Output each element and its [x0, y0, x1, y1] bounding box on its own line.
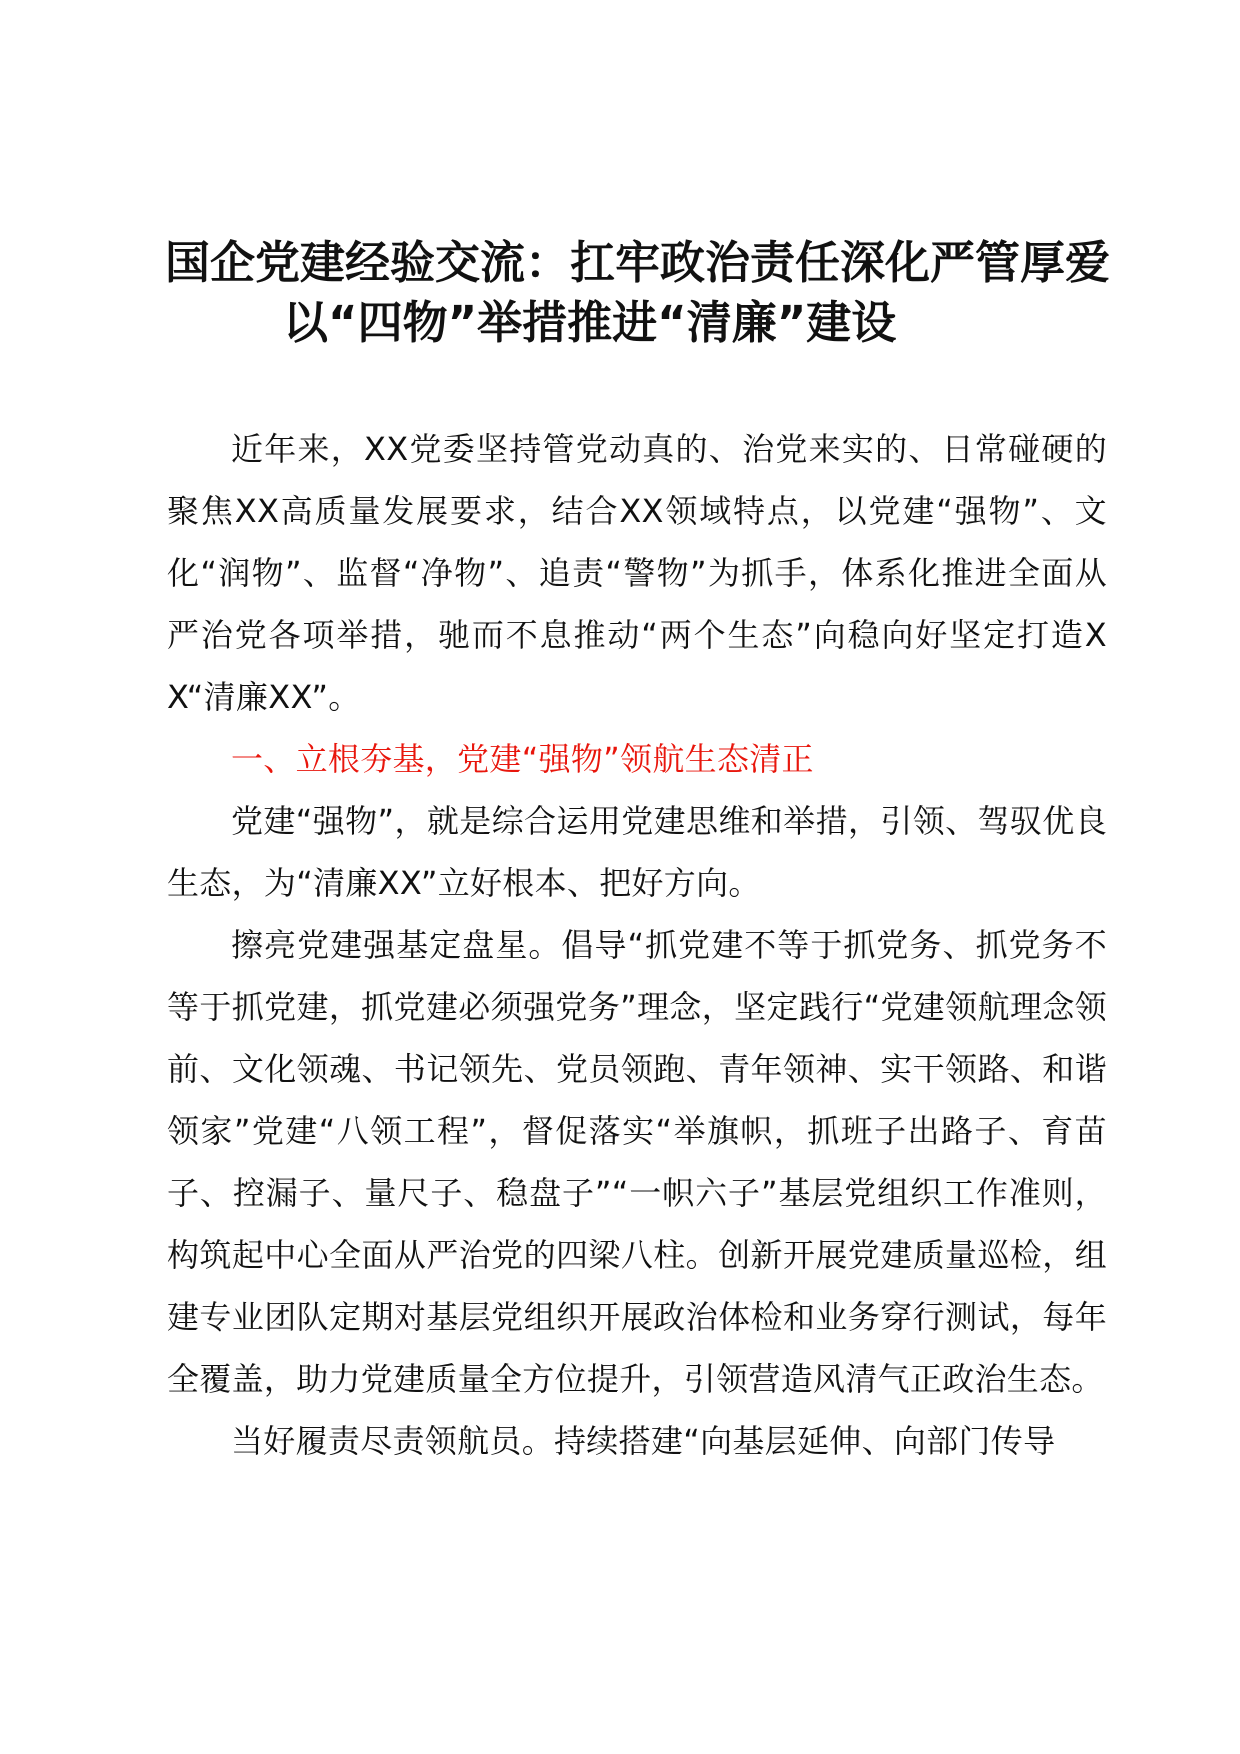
body-paragraph-3: 当好履责尽责领航员。持续搭建“向基层延伸、向部门传导: [231, 1422, 1056, 1460]
document-title-line-2: 以“四物”举措推进“清廉”建设: [283, 296, 897, 349]
document-body: [167, 418, 1107, 1472]
section-heading-1: 一、立根夯基，党建“强物”领航生态清正: [231, 740, 814, 778]
intro-paragraph: 近年来，XX党委坚持管党动真的、治党来实的、日常碰硬的聚焦XX高质量发展要求，结合XX领域特点，以党建“强物”、文化“润物”、监督“净物”、追责“警物”为抓手，体系化推进全面从严治党各项举措，驰而不息推动“两个生态”向稳向好坚定打造XX“清廉XX”。: [167, 430, 1107, 716]
body-paragraph-2: 擦亮党建强基定盘星。倡导“抓党建不等于抓党务、抓党务不等于抓党建，抓党建必须强党务”理念，坚定践行“党建领航理念领前、文化领魂、书记领先、党员领跑、青年领神、实干领路、和谐领家”党建“八领工程”，督促落实“举旗帜，抓班子出路子、育苗子、控漏子、量尺子、稳盘子”“一帜六子”基层党组织工作准则，构筑起中心全面从严治党的四梁八柱。创新开展党建质量巡检，组建专业团队定期对基层党组织开展政治体检和业务穿行测试，每年全覆盖，助力党建质量全方位提升，引领营造风清气正政治生态。: [167, 926, 1107, 1398]
document-title-line-1: 国企党建经验交流：扛牢政治责任深化严管厚爱: [165, 236, 1111, 289]
body-paragraph-1: 党建“强物”，就是综合运用党建思维和举措，引领、驾驭优良生态，为“清廉XX”立好根本、把好方向。: [167, 802, 1107, 902]
